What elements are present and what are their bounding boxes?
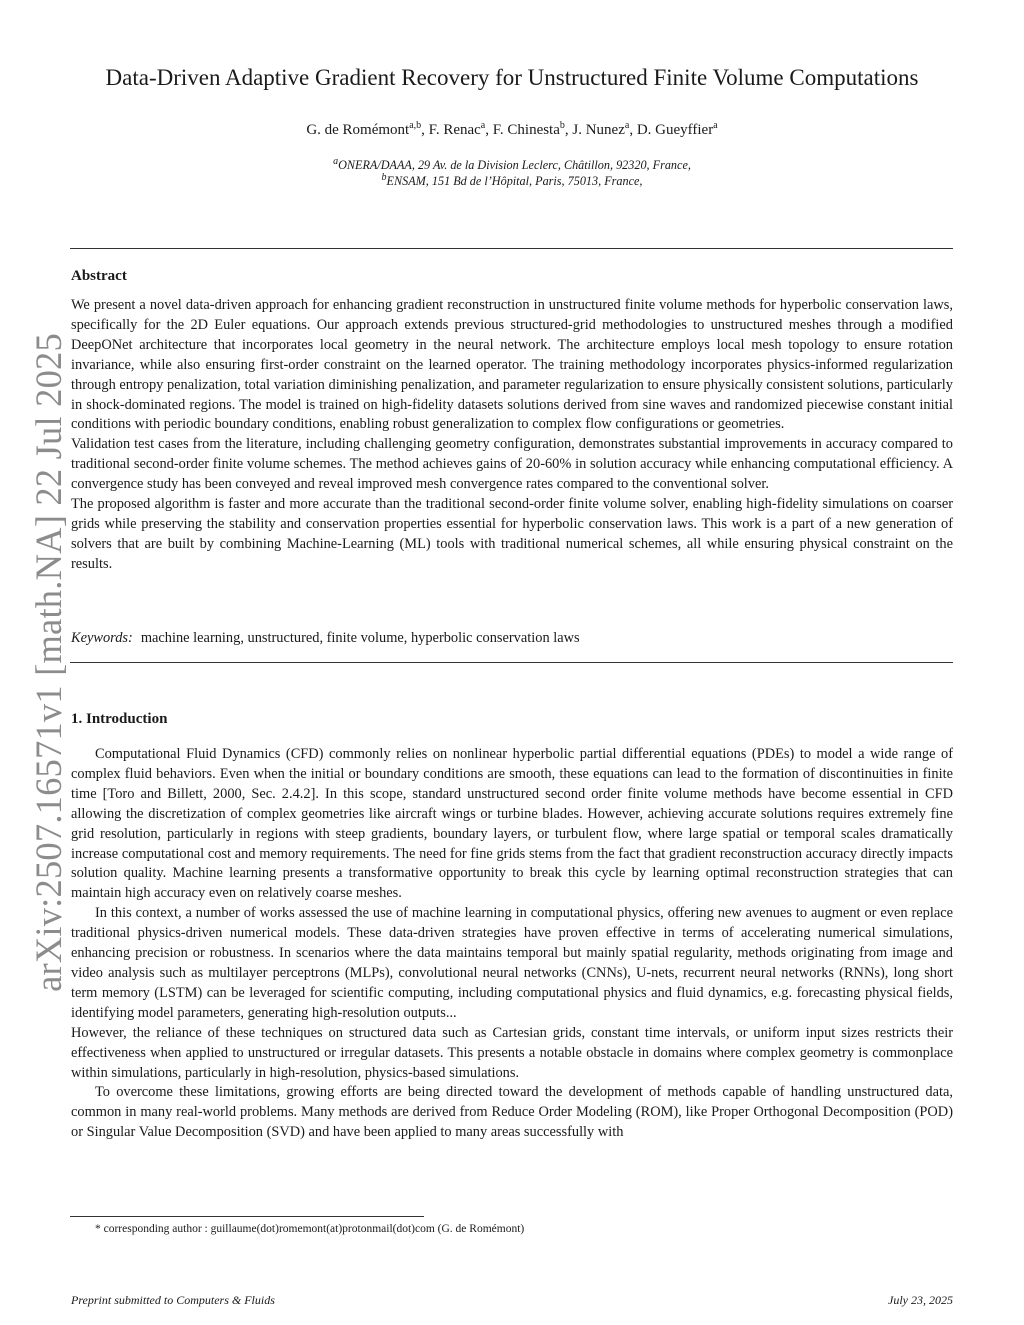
abstract-paragraph: We present a novel data-driven approach for enhancing gradient reconstruction in unstructured finite volume methods for hyperbolic conservation laws, specifically for the 2D Euler equations. Our approach extends previous structured-grid methodologies to unstructured meshes through a modified DeepONet architecture that incorporates local geometry in the neural network. The architecture employs local mesh topology to ensure rotation invariance, while also ensuring first-order constraint on the learned operator. The training methodology incorporates physics-informed regularization through entropy penalization, total variation diminishing penalization, and parameter regularization to ensure physically consistent solutions, particularly in shock-dominated regions. The model is trained on high-fidelity datasets solutions derived from sine waves and randomized piecewise constant initial conditions with periodic boundary conditions, enabling robust generalization to complex flow configurations or geometries. xyxy=(71,297,953,433)
keywords-line xyxy=(71,628,953,648)
arxiv-identifier-stamp xyxy=(18,332,78,992)
footnote-rule xyxy=(70,1216,424,1217)
introduction-heading: 1. Introduction xyxy=(71,711,168,727)
abstract-paragraph: The proposed algorithm is faster and more accurate than the traditional second-order finite volume solver, enabling high-fidelity simulations on coarser grids while preserving the stability and conservation properties essential for hyperbolic conservation laws. This work is a part of a new generation of solvers that are built by combining Machine-Learning (ML) tools with traditional numerical schemes, all while ensuring physical constraint on the results. xyxy=(71,496,953,572)
keywords-text: machine learning, unstructured, finite volume, hyperbolic conservation laws xyxy=(140,630,580,646)
footer-journal: Preprint submitted to Computers & Fluids xyxy=(71,1293,275,1307)
corresponding-author-footnote: * corresponding author : guillaume(dot)romemont(at)protonmail(dot)com (G. de Romémont) xyxy=(95,1223,525,1235)
author-name: F. Renac xyxy=(428,122,481,138)
author-name: D. Gueyffier xyxy=(636,122,714,138)
affiliation-line xyxy=(70,173,954,189)
abstract-body xyxy=(71,296,953,575)
introduction-paragraph: However, the reliance of these techniques on structured data such as Cartesian grids, constant time intervals, or uniform input sizes restricts their effectiveness when applied to unstructured or irregular datasets. This presents a notable obstacle in domains where complex geometry is commonplace within simulations, particularly in high-resolution, physics-based simulations. xyxy=(71,1024,953,1081)
author-affiliation-mark: b xyxy=(559,120,565,131)
abstract-paragraph: Validation test cases from the literature, including challenging geometry configuration, demonstrates substantial improvements in accuracy compared to traditional second-order finite volume schemes. The method achieves gains of 20-60% in solution accuracy while enhancing computational efficiency. A convergence study has been conveyed and reveal improved mesh convergence rates compared to the conventional solver. xyxy=(71,436,953,493)
author-name: G. de Romémont xyxy=(306,122,410,138)
author-list: G. de Romémont$^{a,b}$, F. Renac$^a$, F. Chinesta$^b$, J. Nunez$^a$, D. Gueyffier$^a$ xyxy=(306,120,718,138)
abstract-heading: Abstract xyxy=(71,268,127,284)
abstract-top-rule xyxy=(70,248,953,249)
affiliation-line xyxy=(70,157,954,173)
abstract-bottom-rule xyxy=(70,662,953,663)
paper-title: Data-Driven Adaptive Gradient Recovery for Unstructured Finite Volume Computations xyxy=(105,65,919,90)
author-name: J. Nunez xyxy=(572,122,625,138)
introduction-paragraph: In this context, a number of works assessed the use of machine learning in computational physics, offering new avenues to augment or even replace traditional physics-driven numerical models. These data-driven strategies have proven effective in terms of accelerating numerical simulations, enhancing precision or robustness. In scenarios where the data maintains temporal but mainly spatial regularity, methods originating from image and video analysis such as multilayer perceptrons (MLPs), convolutional neural networks (CNNs), U-nets, recurrent neural networks (RNNs), long short term memory (LSTM) can be leveraged for scientific computing, including computational physics and fluid dynamics, e.g. forecasting physical fields, identifying model parameters, generating high-resolution outputs... xyxy=(71,905,953,1021)
author-affiliation-mark: a xyxy=(624,120,630,131)
author-name: F. Chinesta xyxy=(492,122,560,138)
keywords-label: Keywords: xyxy=(71,630,133,646)
author-affiliation-mark: a,b xyxy=(409,120,422,131)
footer-date: July 23, 2025 xyxy=(888,1293,953,1307)
introduction-body xyxy=(71,745,953,1143)
affiliations xyxy=(70,157,954,189)
affiliation-mark: b xyxy=(381,171,387,183)
affiliation-text: ONERA/DAAA, 29 Av. de la Division Leclerc, Châtillon, 92320, France, xyxy=(338,158,691,172)
author-affiliation-mark: a xyxy=(480,120,486,131)
author-affiliation-mark: a xyxy=(713,120,718,131)
affiliation-text: ENSAM, 151 Bd de l’Hôpital, Paris, 75013, France, xyxy=(386,174,643,188)
introduction-paragraph: To overcome these limitations, growing efforts are being directed toward the development of methods capable of handling unstructured data, common in many real-world problems. Many methods are derived from Reduce Order Modeling (ROM), like Proper Orthogonal Decomposition (POD) or Singular Value Decomposition (SVD) and have been applied to many areas successfully with xyxy=(71,1084,953,1141)
introduction-paragraph: Computational Fluid Dynamics (CFD) commonly relies on nonlinear hyperbolic partial differential equations (PDEs) to model a wide range of complex fluid behaviors. Even when the initial or boundary conditions are smooth, these equations can lead to the formation of discontinuities in finite time [Toro and Billett, 2000, Sec. 2.4.2]. In this scope, standard unstructured second order finite volume methods have become essential in CFD allowing the discretization of complex geometries like aircraft wings or turbine blades. However, achieving accurate solutions requires extremely fine grid resolution, particularly in regions with steep gradients, boundary layers, or turbulent flow, where large spatial or temporal scales dramatically increase computational cost and memory requirements. The need for fine grids stems from the fact that gradient reconstruction accuracy directly impacts solution quality. Machine learning presents a transformative opportunity to break this cycle by learning optimal reconstruction strategies that can maintain high accuracy even on relatively coarse meshes. xyxy=(71,746,953,902)
affiliation-mark: a xyxy=(333,155,339,167)
arxiv-id-text: arXiv:2507.16571v1 [math.NA] 22 Jul 2025 xyxy=(27,332,69,992)
